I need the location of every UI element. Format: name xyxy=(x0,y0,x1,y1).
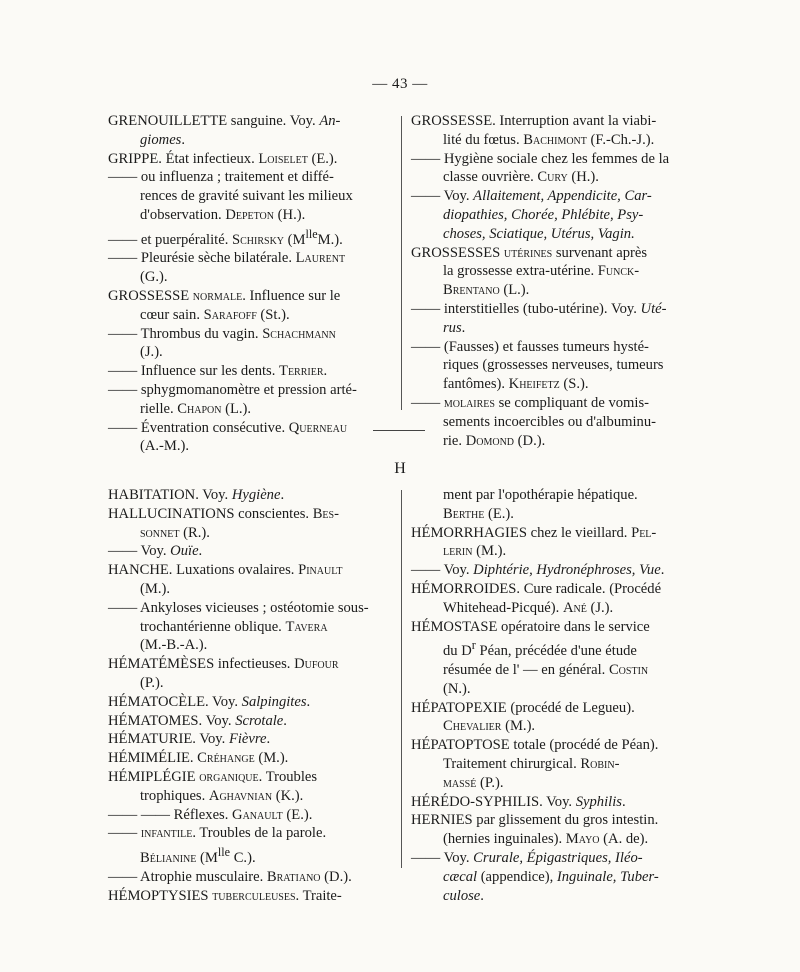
index-line: —— molaires se compliquant de vomis- xyxy=(411,394,649,411)
index-line: HÉMIMÉLIE. Créhange (M.). xyxy=(108,750,289,767)
section-separator xyxy=(373,430,425,431)
index-line: massé (P.). xyxy=(443,774,504,791)
index-line: d'observation. Depeton (H.). xyxy=(140,206,306,223)
index-line: —— Hygiène sociale chez les femmes de la xyxy=(411,150,670,167)
column-top-left xyxy=(108,112,393,456)
index-line: HÉMOPTYSIES tuberculeuses. Traite- xyxy=(108,887,342,904)
index-line: cœur sain. Sarafoff (St.). xyxy=(140,306,290,323)
index-line: Brentano (L.). xyxy=(443,282,530,299)
index-line: GROSSESSE. Interruption avant la viabi- xyxy=(411,113,657,129)
index-line: Bélianine ($M^{lle}$ C.). xyxy=(140,845,256,866)
index-line: (N.). xyxy=(443,680,471,697)
index-line: —— Pleurésie sèche bilatérale. Laurent xyxy=(108,250,346,267)
index-line: sements incoercibles ou d'albuminu- xyxy=(443,413,656,430)
index-line: rie. Domond (D.). xyxy=(443,432,546,449)
index-line: HÉMORRHAGIES chez le vieillard. Pel- xyxy=(411,524,657,541)
index-line: —— Voy. Allaitement, Appendicite, Car- xyxy=(411,188,652,205)
index-line: Traitement chirurgical. Robin- xyxy=(443,756,620,773)
index-line: HERNIES par glissement du gros intestin. xyxy=(411,812,659,829)
index-line: rielle. Chapon (L.). xyxy=(140,400,252,417)
index-line: GRENOUILLETTE sanguine. Voy. An- xyxy=(108,113,341,129)
index-line: —— (Fausses) et fausses tumeurs hysté- xyxy=(411,338,649,355)
index-line: la grossesse extra-utérine. Funck- xyxy=(443,263,640,280)
index-line: Whitehead-Picqué). Ané (J.). xyxy=(443,599,614,616)
column-divider-bottom xyxy=(401,490,402,868)
index-line: —— Ankyloses vicieuses ; ostéotomie sous- xyxy=(108,599,369,616)
index-line: (hernies inguinales). Mayo (A. de). xyxy=(443,831,649,848)
index-line: —— Voy. Diphtérie, Hydronéphroses, Vue. xyxy=(411,562,665,579)
index-line: HÉMOSTASE opératoire dans le service xyxy=(411,618,650,635)
index-line: HÉPATOPTOSE totale (procédé de Péan). xyxy=(411,737,659,754)
index-line: fantômes). Kheifetz (S.). xyxy=(443,376,589,393)
index-line: —— infantile. Troubles de la parole. xyxy=(108,825,327,842)
column-bottom-left xyxy=(108,486,393,905)
page-number: — 43 — xyxy=(372,76,428,92)
index-line: rences de gravité suivant les milieux xyxy=(140,188,353,205)
index-line: culose. xyxy=(443,887,484,904)
index-line: riques (grossesses nerveuses, tumeurs xyxy=(443,357,664,374)
index-line: HÉMATOCÈLE. Voy. Salpingites. xyxy=(108,693,311,710)
index-line: HABITATION. Voy. Hygiène. xyxy=(108,487,285,503)
index-line: HÉMIPLÉGIE organique. Troubles xyxy=(108,768,318,785)
index-line: —— Éventration consécutive. Querneau xyxy=(108,419,348,436)
index-line: HÉMATOMES. Voy. Scrotale. xyxy=(108,712,287,729)
index-line: —— Thrombus du vagin. Schachmann xyxy=(108,325,336,342)
index-line: HANCHE. Luxations ovalaires. Pinault xyxy=(108,562,343,579)
index-line: du $D^r$ Péan, précédée d'une étude xyxy=(443,638,637,660)
index-line: HÉMATÉMÈSES infectieuses. Dufour xyxy=(108,656,339,673)
index-line: (J.). xyxy=(140,344,163,361)
index-line: (A.-M.). xyxy=(140,438,190,455)
index-line: trochantérienne oblique. Tavera xyxy=(140,618,328,635)
section-letter: H xyxy=(394,460,406,477)
index-line: —— —— Réflexes. Ganault (E.). xyxy=(108,806,313,823)
index-line: giomes. xyxy=(140,131,186,148)
index-line: —— et puerpéralité. Schirsky $(M^{lle}M.)$. xyxy=(108,226,343,248)
index-line: ment par l'opothérapie hépatique. xyxy=(443,487,638,503)
index-line: HALLUCINATIONS conscientes. Bes- xyxy=(108,505,339,522)
index-line: (G.). xyxy=(140,269,168,286)
index-line: —— Influence sur les dents. Terrier. xyxy=(108,363,328,380)
index-line: HÉMATURIE. Voy. Fièvre. xyxy=(108,731,271,748)
index-line: trophiques. Aghavnian (K.). xyxy=(140,787,304,804)
index-line: —— sphygmomanomètre et pression arté- xyxy=(108,382,357,399)
index-line: HÉMORROIDES. Cure radicale. (Procédé xyxy=(411,580,662,597)
index-line: résumée de l' — en général. Costin xyxy=(443,662,649,679)
index-line: Chevalier (M.). xyxy=(443,718,536,735)
index-line: choses, Sciatique, Utérus, Vagin. xyxy=(443,225,635,242)
column-bottom-right xyxy=(411,486,696,905)
index-line: sonnet (R.). xyxy=(140,524,210,541)
index-line: (M.). xyxy=(140,580,170,597)
column-divider-top xyxy=(401,116,402,410)
index-line: Berthe (E.). xyxy=(443,505,514,522)
index-line: cæcal (appendice), Inguinale, Tuber- xyxy=(443,868,659,885)
index-line: (M.-B.-A.). xyxy=(140,637,208,654)
index-line: rus. xyxy=(443,319,466,336)
index-line: —— ou influenza ; traitement et diffé- xyxy=(108,169,334,186)
index-line: —— interstitielles (tubo-utérine). Voy. Uté- xyxy=(411,300,667,317)
index-line: —— Atrophie musculaire. Bratiano (D.). xyxy=(108,868,352,885)
index-line: lerin (M.). xyxy=(443,543,507,560)
index-line: GROSSESSES utérines survenant après xyxy=(411,244,648,261)
index-line: (P.). xyxy=(140,674,164,691)
index-line: diopathies, Chorée, Phlébite, Psy- xyxy=(443,206,644,223)
column-top-right xyxy=(411,112,696,450)
index-line: —— Voy. Crurale, Épigastriques, Iléo- xyxy=(411,850,643,866)
index-line: lité du fœtus. Bachimont (F.-Ch.-J.). xyxy=(443,131,655,148)
index-line: GRIPPE. État infectieux. Loiselet (E.). xyxy=(108,150,338,167)
index-line: GROSSESSE normale. Influence sur le xyxy=(108,288,341,305)
index-line: HÉPATOPEXIE (procédé de Legueu). xyxy=(411,699,635,716)
index-line: HÉRÉDO-SYPHILIS. Voy. Syphilis. xyxy=(411,793,626,810)
index-line: —— Voy. Ouïe. xyxy=(108,543,203,560)
index-line: classe ouvrière. Cury (H.). xyxy=(443,169,599,186)
